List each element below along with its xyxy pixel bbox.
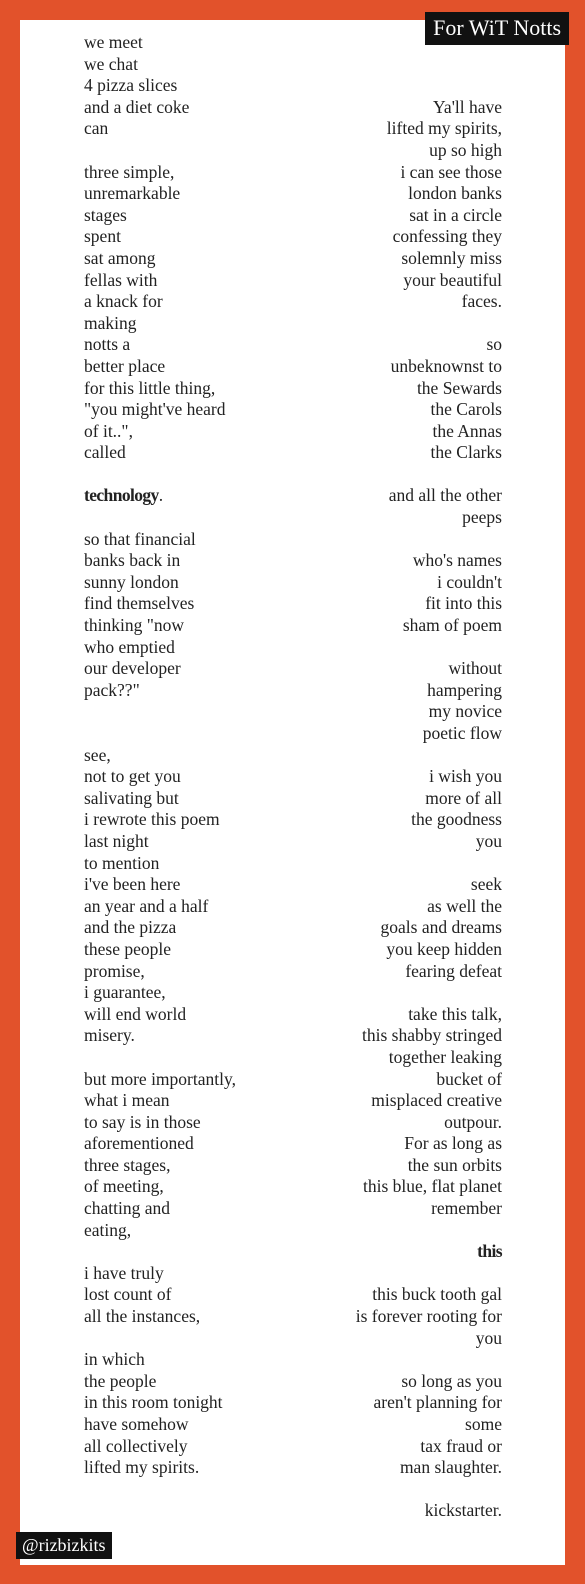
poem-line: fearing defeat [405,960,502,981]
poem-line: your beautiful [403,269,502,290]
poem-line: Ya'll have [433,96,502,117]
poem-right-column [242,32,502,1544]
poem-line: spent [84,226,121,247]
poem-line: thinking "now [84,615,184,636]
poem-line: lifted my spirits. [84,1457,200,1478]
poem-line: an year and a half [84,895,209,916]
poem-line: the people [84,1370,157,1391]
poem-line: i have truly [84,1262,164,1283]
poem-line: so long as you [401,1370,502,1391]
poem-line: these people [84,938,171,959]
poem-line: kickstarter. [424,1500,502,1521]
poem-line: up so high [429,139,502,160]
poem-line: and a diet coke [84,96,190,117]
poem-line: eating, [84,1219,132,1240]
poem-line: goals and dreams [380,917,502,938]
right-stanza-4 [242,550,502,636]
right-stanza-11 [242,1500,502,1522]
poem-line: as well the [427,895,502,916]
poem-line: you [475,1327,502,1348]
poem-line: the Clarks [430,442,502,463]
right-stanza-1 [242,97,502,313]
poem-line: pack??" [84,679,140,700]
poem-line: fit into this [425,593,502,614]
poem-line: the Annas [432,420,502,441]
poem-line: who emptied [84,636,175,657]
poem-line: i wish you [429,766,502,787]
poem-line: notts a [84,334,131,355]
poem-line: in this room tonight [84,1392,223,1413]
poem-line: we chat [84,53,138,74]
poem-line: take this talk, [408,1003,502,1024]
stanza-gap [242,32,502,54]
poem-line: i can see those [400,161,502,182]
poem-line: you [475,830,502,851]
poem-line: see, [84,744,111,765]
poem-line: this buck tooth gal [372,1284,502,1305]
poem-line: what i mean [84,1090,170,1111]
poem-line: without [448,658,502,679]
poem-line: three simple, [84,161,175,182]
poem-line: is forever rooting for [355,1306,502,1327]
poem-line: more of all [425,787,502,808]
poem-line: called [84,442,126,463]
poem-line: unbeknownst to [390,355,502,376]
poem-line: misplaced creative [371,1090,502,1111]
poem-line: for this little thing, [84,377,216,398]
poem-line: to say is in those [84,1111,201,1132]
poem-line: poetic flow [422,723,502,743]
right-stanza-7 [242,874,502,982]
poem-line: my novice [428,701,502,722]
this-word: this [477,1241,502,1262]
poem-line: our developer [84,658,181,679]
right-stanza-10 [242,1371,502,1479]
poem-line: i rewrote this poem [84,809,220,830]
poem-line: of it..", [84,420,133,441]
poem-line: last night [84,830,149,851]
poem-line: aren't planning for [373,1392,502,1413]
poem-line: and the pizza [84,917,177,938]
author-handle-badge: @rizbizkits [16,1532,112,1559]
poem-line: this shabby stringed [362,1025,502,1046]
poem-line: unremarkable [84,183,181,204]
poem-line: the Carols [430,399,502,420]
poem-line: misery. [84,1025,135,1046]
poem-line: peeps [462,507,502,528]
right-stanza-5 [242,658,502,744]
poem-line: remember [431,1198,502,1219]
poem-line: you keep hidden [386,938,502,959]
poem-line: all collectively [84,1435,188,1456]
poem-line: For as long as [404,1133,502,1154]
right-stanza-2 [242,334,502,464]
poem-line: lost count of [84,1284,172,1305]
poem-line: promise, [84,960,145,981]
poem-line: will end world [84,1003,187,1024]
poem-line: the sun orbits [407,1154,502,1175]
poem-line: lifted my spirits, [386,118,502,139]
poem-line: find themselves [84,593,195,614]
poem-line: who's names [412,550,502,571]
poem-line: better place [84,355,166,376]
poem-line: of meeting, [84,1176,164,1197]
poem-line: stages [84,204,127,225]
right-stanza-6 [242,766,502,852]
poem-line: to mention [84,852,160,873]
poem-line: this blue, flat planet [363,1176,502,1197]
poem-line: sham of poem [402,615,502,636]
poem-line: can [84,118,109,139]
poem-line: fellas with [84,269,158,290]
poem-line: confessing they [392,226,502,247]
stanza-gap [242,54,502,76]
poem-line: the goodness [411,809,502,830]
poem-line: have somehow [84,1414,189,1434]
poem-line: a knack for [84,291,163,312]
poem-line: london banks [408,183,502,204]
poem-line: seek [470,874,502,895]
poem-line: bucket of [436,1068,502,1089]
poem-line: we meet [84,32,143,52]
poem-line: "you might've heard [84,399,226,420]
technology-period: . [158,485,164,506]
poem-line: together leaking [388,1046,502,1067]
poem-line: faces. [461,291,502,312]
poem-line: so that financial [84,528,196,549]
poem-line: some [465,1414,502,1434]
this-line [242,1241,502,1263]
poem-line: hampering [427,679,502,700]
poem-line: i've been here [84,874,181,895]
poem-line: chatting and [84,1198,171,1219]
poem-line: i guarantee, [84,982,166,1003]
poem-line: in which [84,1349,145,1370]
poem-line: but more importantly, [84,1068,236,1089]
poem-line: solemnly miss [401,247,502,268]
poem-line: i couldn't [437,571,502,592]
poem-line: sat among [84,247,156,268]
technology-word: technology [84,485,159,506]
poem-line: the Sewards [416,377,502,398]
poem-line: tax fraud or [420,1435,502,1456]
poem-line: and all the other [388,485,502,506]
right-stanza-8 [242,1004,502,1220]
poem-line: sunny london [84,571,179,592]
stanza-gap [242,75,502,97]
right-stanza-3 [242,485,502,528]
poem-line: sat in a circle [409,204,502,225]
poem-line: outpour. [444,1111,502,1132]
poem-line: aforementioned [84,1133,194,1154]
poem-line: three stages, [84,1154,171,1175]
poem-line: so [486,334,502,355]
poem-line: salivating but [84,787,179,808]
poem-line: 4 pizza slices [84,75,178,96]
poem-line: all the instances, [84,1306,201,1327]
poem-line: making [84,312,137,333]
title-badge: For WiT Notts [425,12,569,45]
right-stanza-9 [242,1284,502,1349]
poem-line: not to get you [84,766,181,787]
poem-line: man slaughter. [399,1457,502,1478]
poem-line: banks back in [84,550,181,571]
